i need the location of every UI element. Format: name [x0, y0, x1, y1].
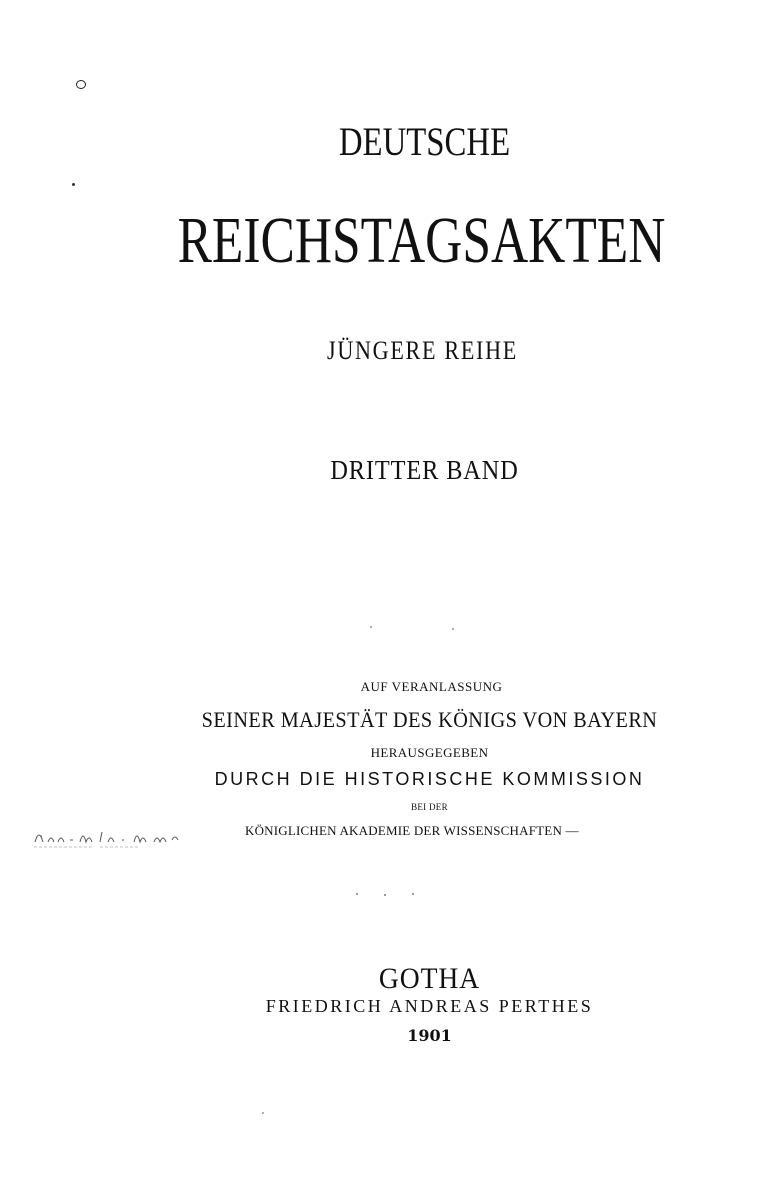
publication-year: 1901	[407, 1026, 452, 1045]
scan-speck-dot	[356, 893, 358, 895]
commission-line-2: SEINER MAJESTÄT DES KÖNIGS VON BAYERN	[201, 707, 658, 732]
handwritten-note-picture	[30, 822, 230, 852]
scan-speck-dot	[72, 183, 75, 186]
series-title-top: DEUTSCHE	[338, 119, 511, 164]
scan-speck-dot	[262, 1112, 264, 1114]
commission-line-6: KÖNIGLICHEN AKADEMIE DER WISSENSCHAFTEN —	[245, 823, 579, 838]
publication-place: GOTHA	[378, 962, 481, 995]
series-subtitle: JÜNGERE REIHE	[327, 336, 518, 365]
commission-line-4: DURCH DIE HISTORISCHE KOMMISSION	[214, 769, 645, 789]
commission-line-1: AUF VERANLASSUNG	[360, 679, 503, 694]
scan-speck-dot	[370, 626, 372, 628]
commission-line-5: BEI DER	[411, 802, 448, 812]
scan-speck-dot	[412, 893, 414, 895]
series-title-main: REICHSTAGSAKTEN	[177, 204, 666, 277]
scan-speck-dot	[452, 628, 454, 630]
commission-line-3: HERAUSGEGEBEN	[370, 745, 489, 760]
volume-label: DRITTER BAND	[330, 455, 519, 485]
publisher-name: FRIEDRICH ANDREAS PERTHES	[265, 996, 594, 1016]
scan-speck-mark	[76, 80, 86, 89]
scan-speck-dot	[384, 894, 386, 896]
